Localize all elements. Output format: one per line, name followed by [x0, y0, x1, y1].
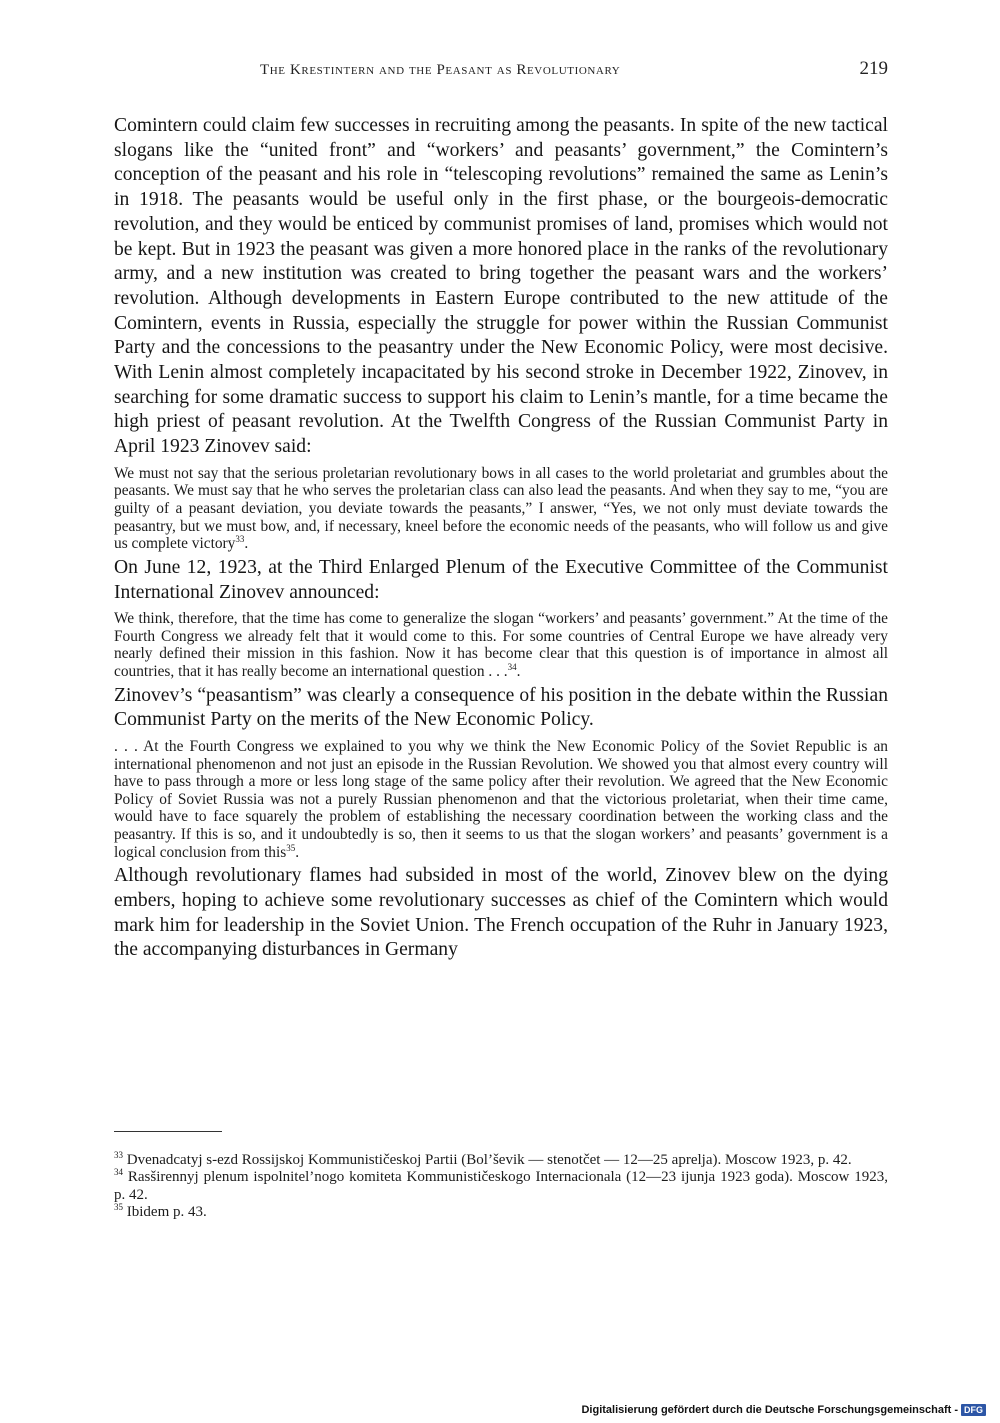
paragraph: On June 12, 1923, at the Third Enlarged Plenum of the Executive Committee of the Communist International Zinovev announced:: [114, 556, 888, 603]
footnote-ref: 33: [235, 534, 245, 545]
footnote-text: Dvenadcatyj s-ezd Rossijskoj Kommunističeskoj Partii (Bol’ševik — stenotčet — 12—25 aprelja). Moscow 1923, p. 42.: [126, 1152, 852, 1168]
footnote: [114, 1204, 888, 1221]
footnote-ref: 34: [507, 661, 517, 672]
running-title: The Krestintern and the Peasant as Revolutionary: [260, 62, 621, 78]
footnote-number: 33: [114, 1150, 123, 1160]
credit-text: Digitalisierung gefördert durch die Deutsche Forschungsgemeinschaft -: [581, 1404, 958, 1416]
block-quote: [114, 610, 888, 680]
footnote-text: Ibidem p. 43.: [126, 1204, 207, 1221]
footnote-ref: 35: [286, 842, 296, 853]
block-quote: [114, 738, 888, 861]
dfg-logo: DFG: [961, 1404, 986, 1416]
paragraph: Comintern could claim few successes in recruiting among the peasants. In spite of the new tactical slogans like the “united front” and “workers’ and peasants’ government,” the Comintern’s conception of the peasant and his role in “telescoping revolutions” remained the same as Lenin’s in 1918. The peasants would be useful only in the first phase, or the bourgeois-democratic revolution, and they would be enticed by communist promises of land, promises which would not be kept. But in 1923 the peasant was given a more honored place in the ranks of the revolutionary army, and a new institution was created to bring together the peasant wars and the workers’ revolution. Although developments in Eastern Europe contributed to the new attitude of the Comintern, events in Russia, especially the struggle for power within the Russian Communist Party and the concessions to the peasantry under the New Economic Policy, were most decisive. With Lenin almost completely incapacitated by his second stroke in December 1922, Zinovev, in searching for some dramatic success to support his claim to Lenin’s mantle, for a time became the high priest of peasant revolution. At the Twelfth Congress of the Russian Communist Party in April 1923 Zinovev said:: [114, 115, 888, 458]
block-quote: [114, 465, 888, 553]
footnote-text: Rasširennyj plenum ispolnitel’nogo komiteta Kommunističeskogo Internacionala (12—23 ijunja 1923 goda). Moscow 1923, p. 42.: [114, 1169, 889, 1203]
quote-text: We must not say that the serious proletarian revolutionary bows in all cases to the world proletariat and grumbles about the peasants. We must say that he who serves the proletarian class can also lead the peasants. And when they say to me, “you are guilty of a peasant deviation, you deviate towards the peasants,” I answer, “Yes, we not only must deviate towards the peasantry, but we must bow, and, if necessary, kneel before the economic needs of the peasants, who will follow us and give us complete victory: [114, 464, 888, 553]
quote-text: We think, therefore, that the time has come to generalize the slogan “workers’ and peasants’ government.” At the time of the Fourth Congress we already felt that it would come to this. For some countries of Central Europe we have already very nearly defined their mission in this fashion. Now it has become clear that this question is of importance in almost all countries, that it has really become an international question . . .: [114, 610, 888, 680]
footnote-number: 35: [114, 1202, 123, 1213]
footnote-number: 34: [114, 1167, 123, 1178]
quote-end: .: [516, 663, 521, 680]
main-text: [114, 114, 888, 963]
quote-text: . . . At the Fourth Congress we explained to you why we think the New Economic Policy of the Soviet Republic is an international phenomenon and not just an episode in the Russian Revolution. We showed you that almost every country will have to pass through a more or less long stage of the same policy after their revolution. We agreed that the New Economic Policy of Soviet Russia was not a purely Russian phenomenon and that the victorious proletariat, when their time came, would have to face squarely the problem of establishing the necessary coordination between the working class and the peasantry. If this is so, and it undoubtedly is so, then it seems to us that the slogan workers’ and peasants’ government is a logical conclusion from this: [114, 738, 888, 861]
quote-end: .: [244, 535, 249, 553]
quote-end: .: [295, 843, 300, 861]
footnotes: [114, 1152, 888, 1222]
paragraph: Zinovev’s “peasantism” was clearly a consequence of his position in the debate within the Russian Communist Party on the merits of the New Economic Policy.: [114, 684, 888, 731]
running-header: [260, 58, 888, 79]
paragraph: Although revolutionary flames had subsided in most of the world, Zinovev blew on the dying embers, hoping to achieve some revolutionary successes as chief of the Comintern which would mark him for leadership in the Soviet Union. The French occupation of the Ruhr in January 1923, the accompanying disturbances in Germany: [114, 865, 888, 961]
footnote: [114, 1169, 888, 1204]
page-number: 219: [859, 58, 888, 79]
footnote-divider: [114, 1131, 222, 1132]
digitization-credit: [581, 1404, 986, 1416]
footnote: [114, 1152, 888, 1169]
